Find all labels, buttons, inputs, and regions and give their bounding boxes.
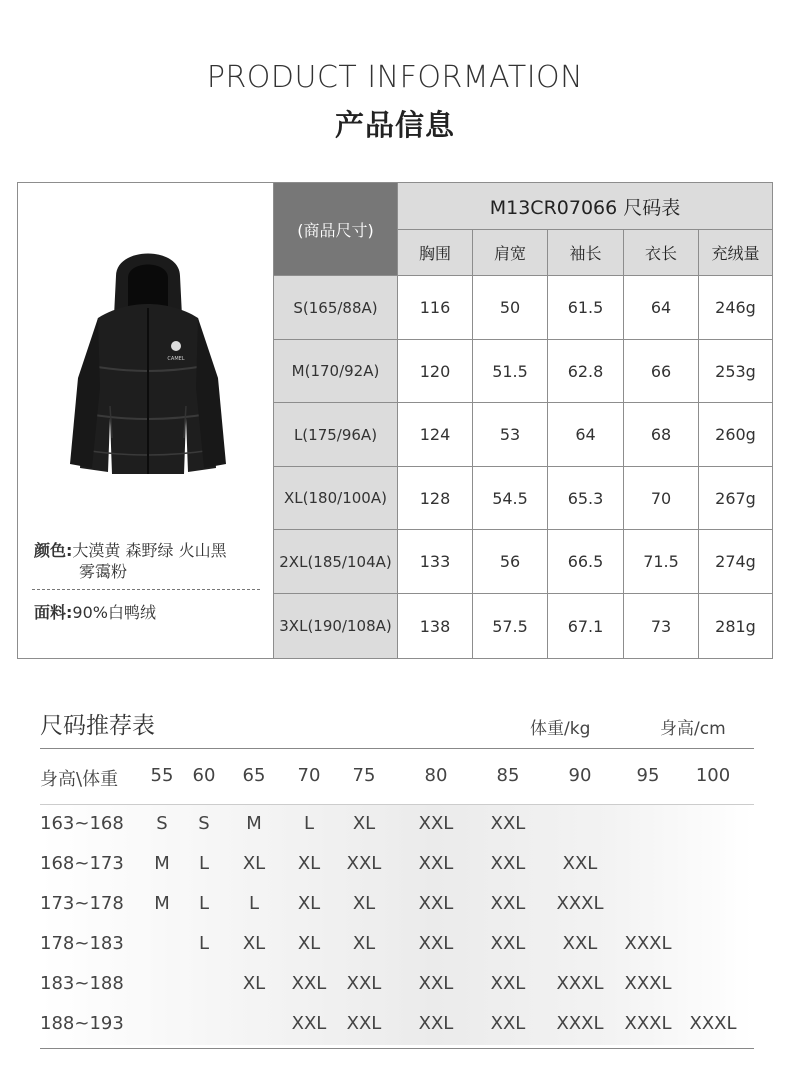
size-table-cell: 267g <box>698 467 772 530</box>
fabric-info <box>34 600 156 623</box>
product-panel <box>18 183 274 658</box>
weight-header: 70 <box>297 765 321 786</box>
recommended-size: XXXL <box>556 893 604 914</box>
corner-label: 身高\体重 <box>40 769 119 790</box>
size-label: 3XL(190/108A) <box>274 594 397 658</box>
recommended-size: XXL <box>562 933 598 954</box>
size-table-cell: 66.5 <box>547 530 623 594</box>
weight-header: 60 <box>192 765 216 786</box>
size-column-header: 肩宽 <box>472 230 547 276</box>
recommended-size: XL <box>297 853 321 874</box>
size-table-cell: 120 <box>397 340 472 403</box>
size-table-cell: 51.5 <box>472 340 547 403</box>
recommended-size: XXXL <box>624 973 672 994</box>
size-table-cell: 50 <box>472 276 547 340</box>
color-info <box>34 540 227 582</box>
size-table-cell: 67.1 <box>547 594 623 658</box>
page-title-en: PRODUCT INFORMATION <box>206 60 584 95</box>
weight-header: 95 <box>636 765 660 786</box>
recommended-size: M <box>154 893 170 914</box>
weight-unit: 体重/kg <box>530 719 591 739</box>
recommended-size: M <box>154 853 170 874</box>
recommended-size: S <box>198 813 210 834</box>
size-table-cell: 274g <box>698 530 772 594</box>
size-column-header: 衣长 <box>623 230 698 276</box>
weight-header: 75 <box>352 765 376 786</box>
size-column-header: 袖长 <box>547 230 623 276</box>
size-table-cell: 138 <box>397 594 472 658</box>
size-table-cell: 64 <box>623 276 698 340</box>
size-table-cell: 70 <box>623 467 698 530</box>
size-label: S(165/88A) <box>274 276 397 340</box>
recommendation-title: 尺码推荐表 <box>40 713 155 739</box>
weight-header: 90 <box>568 765 592 786</box>
recommended-size: XXXL <box>556 1013 604 1034</box>
recommended-size: XXL <box>346 853 382 874</box>
size-table-cell: 260g <box>698 403 772 467</box>
recommended-size: XXL <box>291 1013 327 1034</box>
recommended-size: XL <box>242 933 266 954</box>
size-grid <box>274 183 772 658</box>
size-table-cell: 68 <box>623 403 698 467</box>
height-unit: 身高/cm <box>660 719 726 739</box>
recommended-size: L <box>303 813 315 834</box>
recommended-size: XL <box>242 973 266 994</box>
recommended-size: XXXL <box>624 933 672 954</box>
height-range: 173~178 <box>40 893 124 914</box>
weight-header: 100 <box>695 765 731 786</box>
size-label: XL(180/100A) <box>274 467 397 530</box>
recommended-size: XXL <box>418 893 454 914</box>
height-range: 183~188 <box>40 973 124 994</box>
recommended-size: XXL <box>562 853 598 874</box>
size-table-cell: 65.3 <box>547 467 623 530</box>
recommended-size: XXXL <box>624 1013 672 1034</box>
recommended-size: XXL <box>490 973 526 994</box>
weight-header: 55 <box>150 765 174 786</box>
recommended-size: XXL <box>418 813 454 834</box>
page-title-cn: 产品信息 <box>334 108 455 142</box>
size-table-cell: 71.5 <box>623 530 698 594</box>
size-table-cell: 73 <box>623 594 698 658</box>
size-label: 2XL(185/104A) <box>274 530 397 594</box>
color-value: 大漠黄 森野绿 火山黑 <box>72 541 227 560</box>
recommended-size: XXL <box>490 853 526 874</box>
size-table-cell: 57.5 <box>472 594 547 658</box>
recommended-size: XXL <box>418 973 454 994</box>
recommended-size: XL <box>297 933 321 954</box>
recommended-size: XXL <box>490 933 526 954</box>
divider <box>40 748 754 749</box>
size-table-cell: 133 <box>397 530 472 594</box>
height-range: 188~193 <box>40 1013 124 1034</box>
recommended-size: XXL <box>346 1013 382 1034</box>
size-table-cell: 64 <box>547 403 623 467</box>
height-range: 178~183 <box>40 933 124 954</box>
weight-header: 65 <box>242 765 266 786</box>
size-table-cell: 53 <box>472 403 547 467</box>
recommended-size: XXL <box>418 933 454 954</box>
height-range: 168~173 <box>40 853 124 874</box>
brand-logo: CAMEL <box>167 356 185 362</box>
jacket-image <box>58 238 238 488</box>
recommended-size: M <box>246 813 262 834</box>
size-table-cell: 61.5 <box>547 276 623 340</box>
size-table-cell: 124 <box>397 403 472 467</box>
size-table-cell: 56 <box>472 530 547 594</box>
size-table-cell: 62.8 <box>547 340 623 403</box>
recommended-size: XXXL <box>689 1013 737 1034</box>
recommended-size: L <box>198 933 210 954</box>
recommended-size: XL <box>352 893 376 914</box>
size-table-cell: 281g <box>698 594 772 658</box>
weight-header: 80 <box>424 765 448 786</box>
size-column-header: 胸围 <box>397 230 472 276</box>
weight-header: 85 <box>496 765 520 786</box>
size-table-cell: 128 <box>397 467 472 530</box>
divider <box>32 589 260 590</box>
size-table-cell: 54.5 <box>472 467 547 530</box>
recommended-size: L <box>198 893 210 914</box>
size-table-title: M13CR07066 尺码表 <box>397 183 772 230</box>
size-table-cell: 116 <box>397 276 472 340</box>
size-column-header: 充绒量 <box>698 230 772 276</box>
recommended-size: XL <box>352 813 376 834</box>
recommended-size: XL <box>242 853 266 874</box>
color-value-line2: 雾霭粉 <box>79 562 128 581</box>
fabric-value: 90%白鸭绒 <box>72 603 156 622</box>
recommendation-header-row <box>0 765 790 791</box>
color-label: 颜色: <box>34 541 73 560</box>
size-header: (商品尺寸) <box>274 183 397 276</box>
size-label: L(175/96A) <box>274 403 397 467</box>
recommended-size: XXL <box>490 893 526 914</box>
size-table-cell: 253g <box>698 340 772 403</box>
divider <box>40 1048 754 1049</box>
fabric-label: 面料: <box>34 603 73 622</box>
recommended-size: XL <box>297 893 321 914</box>
product-info-table <box>17 182 773 659</box>
size-table-cell: 66 <box>623 340 698 403</box>
recommended-size: S <box>156 813 168 834</box>
size-label: M(170/92A) <box>274 340 397 403</box>
recommended-size: XXL <box>291 973 327 994</box>
recommended-size: XL <box>352 933 376 954</box>
size-table-cell: 246g <box>698 276 772 340</box>
recommended-size: XXXL <box>556 973 604 994</box>
recommended-size: XXL <box>346 973 382 994</box>
recommended-size: XXL <box>418 853 454 874</box>
recommended-size: L <box>198 853 210 874</box>
recommended-size: L <box>248 893 260 914</box>
recommended-size: XXL <box>490 813 526 834</box>
height-range: 163~168 <box>40 813 124 834</box>
recommendation-row <box>0 1013 790 1053</box>
recommended-size: XXL <box>490 1013 526 1034</box>
recommended-size: XXL <box>418 1013 454 1034</box>
